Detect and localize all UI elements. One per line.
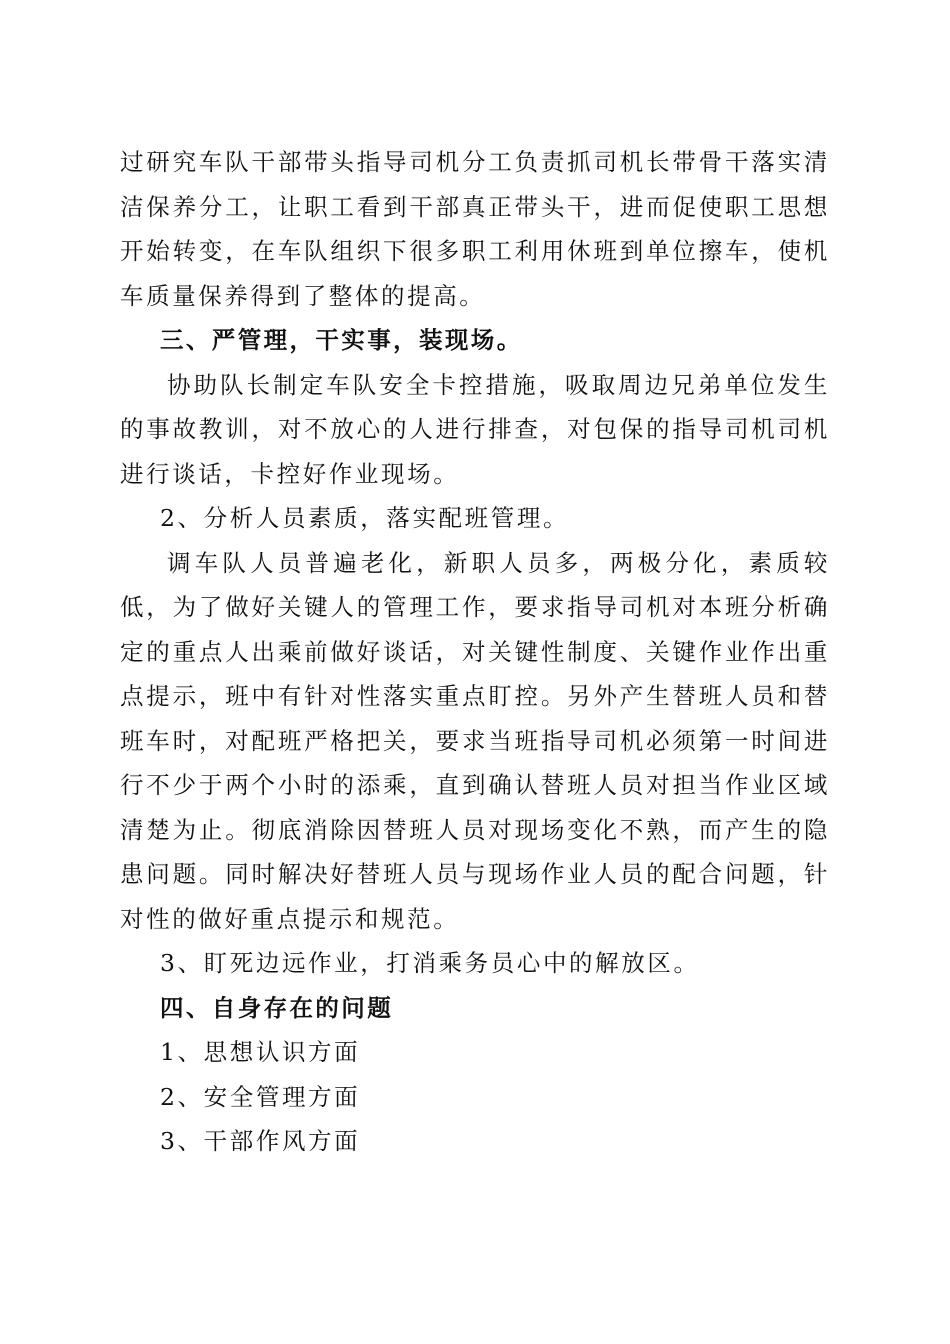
paragraph-cleaning: 过研究车队干部带头指导司机分工负责抓司机长带骨干落实清洁保养分工，让职工看到干部真正带头干，进而促使职工思想开始转变，在车队组织下很多职工利用休班到单位擦车，使机车质量保养得到了整体的提高。 <box>120 148 830 310</box>
list-item-3: 3、干部作风方面 <box>160 1127 361 1155</box>
subheading-2: 2、分析人员素质，落实配班管理。 <box>160 504 570 532</box>
list-item-1: 1、思想认识方面 <box>160 1038 361 1066</box>
list-item-2: 2、安全管理方面 <box>160 1082 361 1111</box>
section-heading-4: 四、自身存在的问题 <box>160 993 394 1022</box>
document-body <box>120 140 830 1164</box>
paragraph-staffing: 调车队人员普遍老化，新职人员多，两极分化，素质较低，为了做好关键人的管理工作，要求指导司机对本班分析确定的重点人出乘前做好谈话，对关键性制度、关键作业作出重点提示，班中有针对性落实重点盯控。另外产生替班人员和替班车时，对配班严格把关，要求当班指导司机必须第一时间进行不少于两个小时的添乘，直到确认替班人员对担当作业区域清楚为止。彻底消除因替班人员对现场变化不熟，而产生的隐患问题。同时解决好替班人员与现场作业人员的配合问题，针对性的做好重点提示和规范。 <box>120 548 830 933</box>
subheading-3: 3、盯死边远作业，打消乘务员心中的解放区。 <box>160 949 700 977</box>
paragraph-safety-control: 协助队长制定车队安全卡控措施，吸取周边兄弟单位发生的事故教训，对不放心的人进行排查，对包保的指导司机司机进行谈话，卡控好作业现场。 <box>120 370 830 488</box>
section-heading-3: 三、严管理，干实事，装现场。 <box>160 326 523 354</box>
